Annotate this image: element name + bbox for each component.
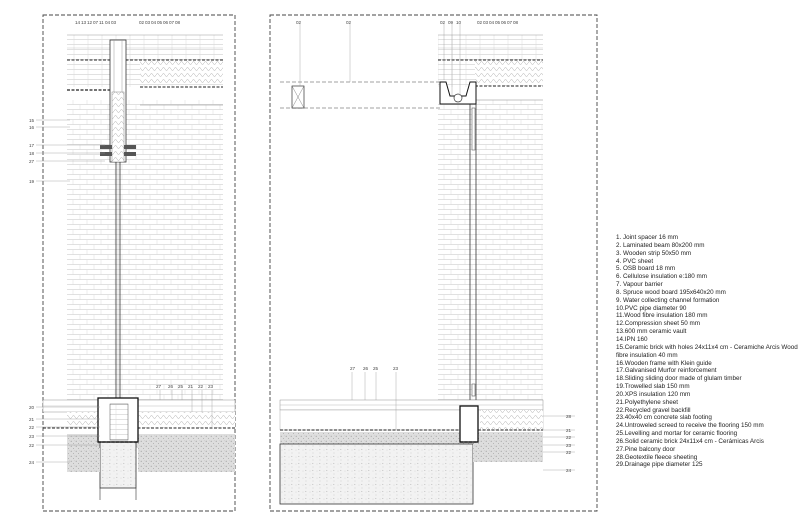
left-top-label: 11 (99, 20, 104, 25)
legend-item: 14.IPN 160 (616, 335, 648, 343)
left-section (36, 15, 235, 511)
right-gravel (280, 432, 543, 444)
right-bottom-label: 23 (393, 366, 399, 371)
right-top-label: 08 (513, 20, 519, 25)
right-bottom-label: 27 (350, 366, 356, 371)
legend-item: 9. Water collecting channel formation (616, 296, 720, 304)
right-side-label: 23 (566, 443, 572, 448)
legend-item: 5. OSB board 18 mm (616, 265, 676, 273)
legend-item: 7. Vapour barrier (616, 281, 663, 289)
legend-item: 28.Geotextile fleece sheeting (616, 453, 698, 461)
right-top-label: 02 (440, 20, 446, 25)
right-side-label: 22 (566, 435, 572, 440)
left-top-label: 04 (105, 20, 111, 25)
right-bottom-label: 25 (373, 366, 379, 371)
legend-item: 15.Ceramic brick with holes 24x11x4 cm - Ceramiche Arcis Wood fibre insulation 40 mm (616, 343, 798, 359)
left-top-label: 04 (151, 20, 157, 25)
right-top-label: 02 (346, 20, 352, 25)
legend-item: 2. Laminated beam 80x200 mm (616, 241, 705, 249)
legend-item: 3. Wooden strip 50x50 mm (616, 249, 692, 257)
left-top-label: 05 (157, 20, 163, 25)
left-side-label: 24 (29, 460, 35, 465)
left-top-label: 13 (81, 20, 87, 25)
legend-item: 10.PVC pipe diameter 90 (616, 304, 687, 312)
left-side-label: 18 (29, 151, 35, 156)
legend-item: 8. Spruce wood board 195x640x20 mm (616, 288, 726, 296)
left-side-label: 21 (29, 417, 35, 422)
left-side-label: 16 (29, 125, 35, 130)
right-threshold (460, 406, 478, 442)
legend-item: 29.Drainage pipe diameter 125 (616, 461, 703, 469)
left-top-label: 06 (163, 20, 169, 25)
right-side-label: 22 (566, 450, 572, 455)
right-footing-pad (280, 444, 473, 504)
right-bottom-label: 26 (363, 366, 369, 371)
left-top-label: 08 (175, 20, 181, 25)
left-bottom-label: 22 (198, 384, 204, 389)
right-top-label: 02 (477, 20, 483, 25)
left-side-label: 19 (29, 179, 35, 184)
legend-item: 1. Joint spacer 16 mm (616, 234, 678, 241)
right-top-label: 02 (296, 20, 302, 25)
right-masonry-wall (438, 100, 543, 400)
left-bottom-label: 21 (188, 384, 194, 389)
legend-item: 17.Galvanised Murfor reinforcement (616, 367, 717, 375)
right-bottom-labels (350, 366, 399, 371)
legend-item: 11.Wood fibre insulation 180 mm (616, 312, 708, 320)
right-side-labels (566, 414, 572, 473)
legend-item: 25.Levelling and mortar for ceramic flooring (616, 430, 738, 438)
right-side-label: 21 (566, 428, 572, 433)
legend-item: 4. PVC sheet (616, 257, 654, 265)
right-top-label: 04 (489, 20, 495, 25)
left-bottom-label: 26 (168, 384, 174, 389)
right-side-label: 28 (566, 414, 572, 419)
left-top-label: 07 (169, 20, 175, 25)
legend-list (616, 234, 800, 469)
right-top-label: 03 (483, 20, 489, 25)
left-top-label: 12 (87, 20, 93, 25)
right-top-label: 09 (448, 20, 454, 25)
left-top-label: 03 (111, 20, 117, 25)
left-bottom-label: 25 (178, 384, 184, 389)
legend-item: 21.Polyethylene sheet (616, 398, 678, 406)
legend-item: 27.Pine balcony door (616, 445, 676, 453)
left-side-labels (29, 118, 35, 465)
legend-item: 6. Cellulose insulation e:180 mm (616, 273, 708, 281)
right-top-labels (296, 20, 519, 25)
left-footing-pad (100, 440, 136, 488)
right-top-label: 05 (495, 20, 501, 25)
legend-item: 18.Sliding sliding door made of glulam timber (616, 375, 742, 383)
legend-item: 24.Untroweled screed to receive the flooring 150 mm (616, 422, 764, 430)
left-bottom-label: 23 (208, 384, 214, 389)
right-section (270, 15, 597, 511)
left-side-label: 22 (29, 425, 35, 430)
left-top-label: 07 (93, 20, 99, 25)
legend-item: 13.600 mm ceramic vault (616, 328, 687, 336)
left-side-label: 23 (29, 434, 35, 439)
legend-item: 20.XPS insulation 120 mm (616, 390, 691, 398)
left-top-labels (75, 20, 181, 25)
left-top-label: 03 (145, 20, 151, 25)
legend-item: 12.Compression sheet 50 mm (616, 320, 700, 328)
left-side-label: 27 (29, 159, 35, 164)
left-roof-insulation (140, 60, 223, 84)
left-side-label: 20 (29, 405, 35, 410)
legend-item: 19.Trowelled slab 150 mm (616, 383, 690, 391)
legend-item: 22.Recycled gravel backfill (616, 406, 691, 414)
right-top-label: 06 (501, 20, 507, 25)
right-top-label: 10 (456, 20, 462, 25)
legend-item: 16.Wooden frame with Klein guide (616, 359, 712, 367)
left-floor-insulation (138, 412, 235, 428)
left-ground (67, 448, 100, 472)
left-side-label: 15 (29, 118, 35, 123)
right-top-label: 07 (507, 20, 513, 25)
right-side-label: 24 (566, 468, 572, 473)
left-bottom-label: 27 (156, 384, 162, 389)
legend-item: 23.40x40 cm concrete slab footing (616, 414, 712, 422)
left-side-label: 22 (29, 443, 35, 448)
legend-item: 26.Solid ceramic brick 24x11x4 cm - Cerámicas Arcis (616, 437, 764, 445)
left-top-label: 14 (75, 20, 81, 25)
left-side-label: 17 (29, 143, 35, 148)
left-top-label: 02 (139, 20, 145, 25)
